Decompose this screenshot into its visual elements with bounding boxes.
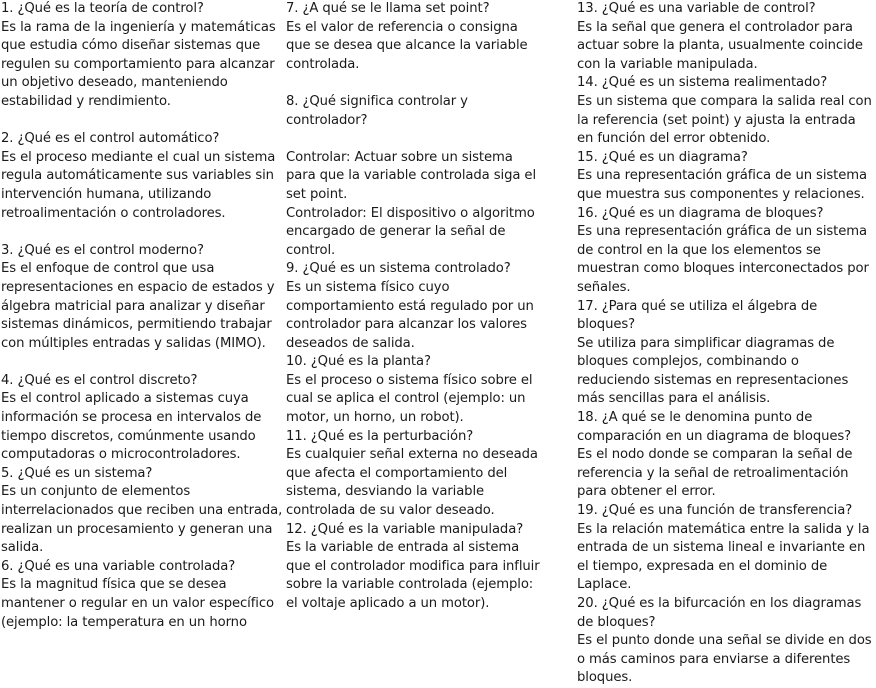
question-17: 17. ¿Para qué se utiliza el álgebra de bloques?	[577, 298, 818, 333]
qa-item-7	[286, 0, 544, 93]
qa-item-14	[577, 74, 873, 148]
answer-18: Es el nodo donde se comparan la señal de referencia y la señal de retroalimentación para obtener el error.	[577, 447, 853, 500]
answer-11: Es cualquier señal externa no deseada que afecta el comportamiento del sistema, desviando la variable controlada de su valor deseado.	[286, 447, 538, 519]
qa-item-2	[1, 130, 283, 242]
question-9: 9. ¿Qué es un sistema controlado?	[286, 261, 511, 277]
qa-item-6	[1, 558, 283, 632]
column-2	[286, 0, 544, 614]
question-8: 8. ¿Qué significa controlar y controlador?	[286, 93, 468, 128]
qa-item-13	[577, 0, 873, 74]
qa-item-5	[1, 465, 283, 558]
definition-controlador: Controlador: El dispositivo o algoritmo encargado de generar la señal de control.	[286, 205, 535, 258]
question-1: 1. ¿Qué es la teoría de control?	[1, 1, 204, 16]
definition-controlar: Controlar: Actuar sobre un sistema para que la variable controlada siga el set point.	[286, 149, 537, 202]
question-19: 19. ¿Qué es una función de transferencia?	[577, 503, 853, 519]
qa-item-11	[286, 428, 544, 521]
question-13: 13. ¿Qué es una variable de control?	[577, 1, 816, 16]
answer-20: Es el punto donde una señal se divide en dos o más caminos para enviarse a diferentes bloques.	[577, 633, 872, 686]
column-3	[577, 0, 873, 688]
question-10: 10. ¿Qué es la planta?	[286, 354, 431, 370]
qa-item-15	[577, 149, 873, 205]
question-2: 2. ¿Qué es el control automático?	[1, 131, 220, 147]
question-3: 3. ¿Qué es el control moderno?	[1, 242, 204, 258]
qa-item-3	[1, 242, 283, 372]
question-5: 5. ¿Qué es un sistema?	[1, 465, 153, 481]
answer-12: Es la variable de entrada al sistema que el controlador modifica para influir sobre la variable controlada (ejemplo: el voltaje aplicado a un motor).	[286, 540, 540, 611]
qa-item-16	[577, 205, 873, 298]
answer-16: Es una representación gráfica de un sistema de control en la que los elementos se muestran como bloques interconectados por señales.	[577, 224, 869, 295]
qa-item-8	[286, 93, 544, 149]
answer-15: Es una representación gráfica de un sistema que muestra sus componentes y relaciones.	[577, 168, 867, 202]
answer-7: Es el valor de referencia o consigna que se desea que alcance la variable controlada.	[286, 19, 528, 72]
question-7: 7. ¿A qué se le llama set point?	[286, 1, 490, 16]
qa-item-12	[286, 521, 544, 614]
question-11: 11. ¿Qué es la perturbación?	[286, 428, 474, 444]
question-14: 14. ¿Qué es un sistema realimentado?	[577, 75, 828, 91]
question-15: 15. ¿Qué es un diagrama?	[577, 149, 748, 165]
answer-19: Es la relación matemática entre la salida y la entrada de un sistema lineal e invariante en el tiempo, expresada en el dominio de Laplace.	[577, 521, 870, 593]
answer-2: Es el proceso mediante el cual un sistema regula automáticamente sus variables sin intervención humana, utilizando retroalimentación o controladores.	[1, 149, 276, 221]
answer-6: Es la magnitud física que se desea mantener o regular en un valor específico (ejemplo: la temperatura en un horno	[1, 577, 274, 630]
answer-4: Es el control aplicado a sistemas cuya información se procesa en intervalos de tiempo discretos, comúnmente usando computadoras o microcontroladores.	[1, 391, 262, 463]
question-16: 16. ¿Qué es un diagrama de bloques?	[577, 205, 824, 221]
qa-item-8-definitions	[286, 149, 544, 261]
answer-10: Es el proceso o sistema físico sobre el cual se aplica el control (ejemplo: un motor, un horno, un robot).	[286, 372, 533, 426]
answer-14: Es un sistema que compara la salida real con la referencia (set point) y ajusta la entrada en función del error obtenido.	[577, 93, 872, 147]
qa-item-18	[577, 409, 873, 502]
answer-17: Se utiliza para simplificar diagramas de bloques complejos, combinando o reduciendo sistemas en representaciones más sencillas para el análisis.	[577, 335, 849, 407]
column-1	[1, 0, 283, 632]
answer-5: Es un conjunto de elementos interrelacionados que reciben una entrada, realizan un procesamiento y generan una salida.	[1, 484, 283, 556]
answer-1: Es la rama de la ingeniería y matemáticas que estudia cómo diseñar sistemas que regulen su comportamiento para alcanzar un objetivo deseado, manteniendo estabilidad y rendimiento.	[1, 19, 276, 109]
qa-item-9	[286, 260, 544, 353]
qa-item-10	[286, 353, 544, 427]
qa-item-4	[1, 372, 283, 465]
answer-3: Es el enfoque de control que usa representaciones en espacio de estados y álgebra matricial para analizar y diseñar sistemas dinámicos, permitiendo trabajar con múltiples entradas y salidas (MIMO).	[1, 261, 275, 351]
question-20: 20. ¿Qué es la bifurcación en los diagramas de bloques?	[577, 596, 862, 630]
question-18: 18. ¿A qué se le denomina punto de comparación en un diagrama de bloques?	[577, 410, 852, 444]
qa-item-17	[577, 298, 873, 410]
question-4: 4. ¿Qué es el control discreto?	[1, 372, 198, 388]
qa-item-1	[1, 0, 283, 130]
question-6: 6. ¿Qué es una variable controlada?	[1, 558, 236, 574]
question-12: 12. ¿Qué es la variable manipulada?	[286, 521, 524, 537]
qa-item-19	[577, 502, 873, 595]
qa-item-20	[577, 595, 873, 688]
answer-9: Es un sistema físico cuyo comportamiento está regulado por un controlador para alcanzar los valores deseados de salida.	[286, 279, 534, 351]
answer-13: Es la señal que genera el controlador para actuar sobre la planta, usualmente coincide con la variable manipulada.	[577, 19, 863, 72]
